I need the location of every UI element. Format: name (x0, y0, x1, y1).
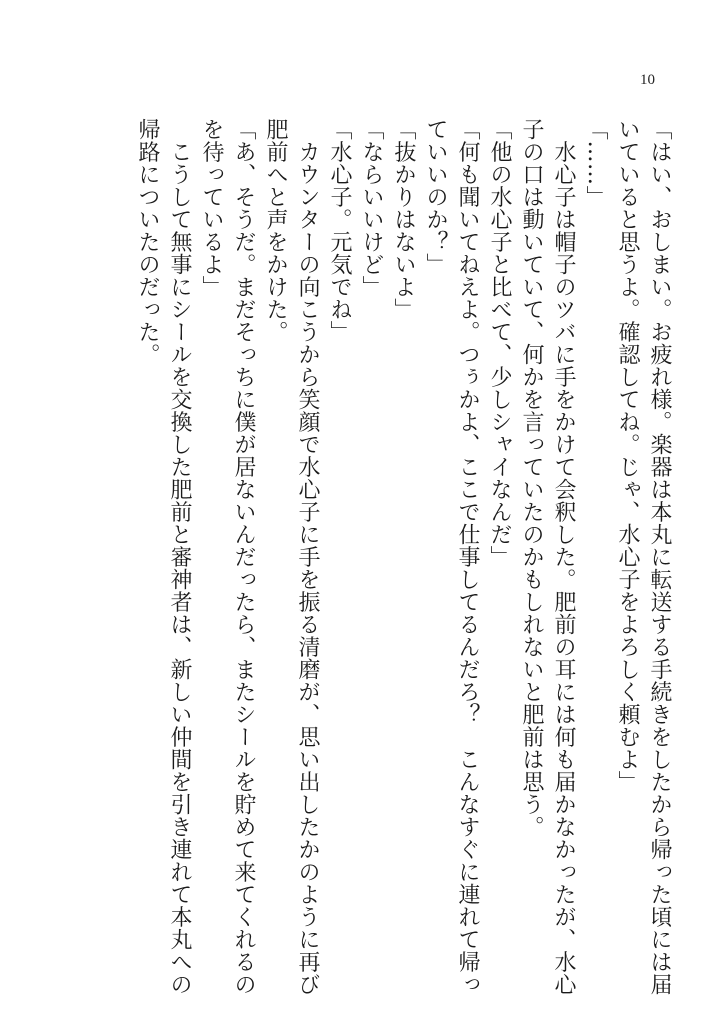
text-line: ていいのか？」 (423, 118, 448, 276)
text-line: 「ならいいけど」 (359, 118, 384, 298)
text-line: こうして無事にシールを交換した肥前と審神者は、新しい仲間を引き連れて本丸への (167, 118, 192, 996)
text-line: いていると思うよ。確認してね。じゃ、水心子をよろしく頼むよ」 (615, 118, 640, 793)
text-line: 「何も聞いてねえよ。つぅかよ、ここで仕事してるんだろ？ こんなすぐに連れて帰っ (455, 118, 480, 996)
text-line: 水心子は帽子のツバに手をかけて会釈した。肥前の耳には何も届かなかったが、水心 (551, 118, 576, 996)
page-number: 10 (640, 72, 655, 88)
text-line: 「……」 (583, 118, 608, 208)
text-line: 帰路についたのだった。 (135, 118, 160, 366)
text-line: 「あ、そうだ。まだそっちに僕が居ないんだったら、またシールを貯めて来てくれるの (231, 118, 256, 996)
text-line: 肥前へと声をかけた。 (263, 118, 288, 343)
novel-body-text (131, 118, 675, 998)
text-line: 子の口は動いていて、何かを言っていたのかもしれないと肥前は思う。 (519, 118, 544, 838)
text-line: カウンターの向こうから笑顔で水心子に手を振る清磨が、思い出したかのように再び (295, 118, 320, 996)
text-line: 「抜かりはないよ」 (391, 118, 416, 321)
text-line: 「水心子。元気でね」 (327, 118, 352, 343)
text-line: 「他の水心子と比べて、少しシャイなんだ」 (487, 118, 512, 568)
text-line: を待っているよ」 (199, 118, 224, 298)
text-line: 「はい、おしまい。お疲れ様。楽器は本丸に転送する手続きをしたから帰った頃には届 (647, 118, 672, 996)
